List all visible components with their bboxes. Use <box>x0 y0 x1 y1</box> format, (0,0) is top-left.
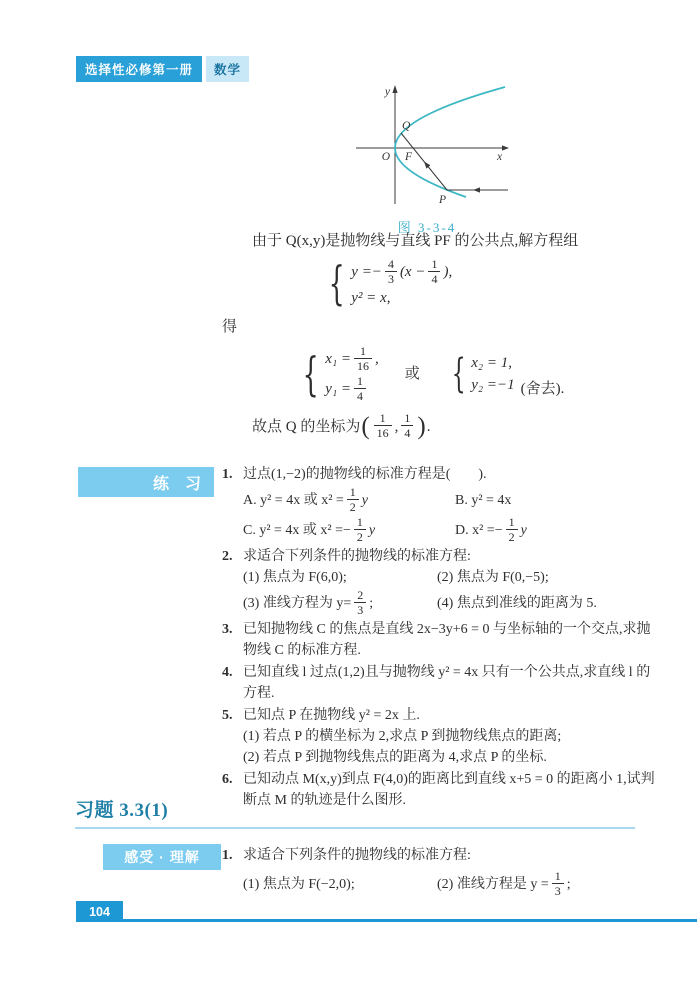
conclusion-text: 故点 Q 的坐标为 <box>252 418 361 435</box>
figure-3-3-4 <box>338 82 516 236</box>
problem-number: 5. <box>222 708 233 723</box>
option-text: y <box>368 522 376 538</box>
denominator: 16 <box>374 425 392 441</box>
denominator: 4 <box>401 425 413 441</box>
problem-number: 3. <box>222 622 233 637</box>
numerator: 1 <box>349 484 356 499</box>
denominator: 3 <box>354 602 366 618</box>
problem-text: 求适合下列条件的抛物线的标准方程: <box>243 549 471 564</box>
equation-line <box>471 352 514 374</box>
right-paren: ) <box>417 413 426 440</box>
problem-number: 6. <box>222 772 233 787</box>
fraction <box>552 870 564 899</box>
eq-segment: y² = x, <box>351 290 391 306</box>
subitem-2: (2) 若点 P 到抛物线焦点的距离为 4,求点 P 的坐标. <box>243 750 547 765</box>
label-point-q: Q <box>401 120 410 132</box>
subitem-4: (4) 焦点到准线的距离为 5. <box>437 595 597 611</box>
fraction <box>354 516 366 545</box>
equation-system-2 <box>296 344 379 404</box>
eq-segment: y₁ = <box>325 381 352 397</box>
label-point-p: P <box>438 194 446 206</box>
subitem-text: ; <box>566 876 571 892</box>
discard-note: (舍去). <box>520 381 565 397</box>
subitem-2 <box>437 870 571 899</box>
feel-understand-badge: 感受 · 理解 <box>103 844 221 870</box>
numerator: 4 <box>387 256 394 271</box>
numerator: 1 <box>360 343 367 358</box>
brace: { <box>302 347 319 401</box>
footer-rule <box>123 919 697 922</box>
option-text: A. y² = 4x 或 x² = <box>243 492 344 508</box>
problem-3 <box>222 619 656 661</box>
fraction <box>354 589 366 618</box>
equation-line <box>351 287 452 309</box>
fraction <box>385 258 397 287</box>
subitem-text: ; <box>369 595 374 611</box>
subitems-row-2 <box>243 588 656 618</box>
option-c <box>243 516 455 545</box>
equation-line <box>325 374 379 404</box>
problem-1 <box>222 464 656 545</box>
denominator: 2 <box>506 529 518 545</box>
solution-intro: 由于 Q(x,y)是抛物线与直线 PF 的公共点,解方程组 <box>252 233 579 249</box>
denominator: 3 <box>552 883 564 899</box>
equation-line <box>351 257 452 287</box>
denominator: 2 <box>347 499 359 515</box>
problem-number: 2. <box>222 549 233 564</box>
option-text: C. y² = 4x 或 x² =− <box>243 522 351 538</box>
practice-badge: 练 习 <box>78 467 214 497</box>
exercise-problem-1 <box>222 845 656 902</box>
solution-conclusion <box>222 412 652 441</box>
comma: , <box>394 418 399 435</box>
eq-segment: y₂ =−1 <box>471 377 515 393</box>
problem-5 <box>222 705 656 768</box>
eq-segment: ), <box>443 264 453 280</box>
parabola-diagram <box>340 82 515 210</box>
numerator: 1 <box>508 514 515 529</box>
fraction <box>374 412 392 441</box>
problem-6 <box>222 769 656 811</box>
numerator: 1 <box>356 514 363 529</box>
fraction <box>506 516 518 545</box>
or-word: 或 <box>404 366 420 382</box>
denominator: 2 <box>354 529 366 545</box>
numerator: 1 <box>554 868 561 883</box>
section-divider <box>75 827 635 829</box>
numerator: 1 <box>379 411 386 425</box>
equation-system-1 <box>322 257 452 309</box>
equation-system-3 <box>446 352 515 396</box>
fraction <box>428 258 440 287</box>
problem-number: 4. <box>222 665 233 680</box>
denominator: 4 <box>428 271 440 287</box>
label-x-axis: x <box>496 151 502 163</box>
brace: { <box>451 351 466 397</box>
subitem-text: (2) 准线方程是 y = <box>437 876 549 892</box>
problem-4 <box>222 662 656 704</box>
numerator: 2 <box>357 587 364 602</box>
exercises-problems <box>222 845 656 903</box>
equation-line <box>471 374 514 396</box>
x-axis-arrow-icon <box>502 145 509 150</box>
left-paren: ( <box>361 413 370 440</box>
figure-caption: 图 3-3-4 <box>397 220 457 235</box>
brace: { <box>328 256 345 310</box>
subitem-3 <box>243 589 437 618</box>
problem-text: 过点(1,−2)的抛物线的标准方程是( ). <box>243 467 487 482</box>
subitem-text: (3) 准线方程为 y= <box>243 595 352 611</box>
option-text: y <box>520 522 527 538</box>
options-row-1 <box>243 485 656 515</box>
eq-segment: x₂ = 1, <box>471 355 512 371</box>
problem-text: 已知动点 M(x,y)到点 F(4,0)的距离比到直线 x+5 = 0 的距离小 1,试判断点 M 的轨迹是什么图形. <box>243 772 655 808</box>
options-row-2 <box>243 515 656 545</box>
subitems-row <box>243 866 656 902</box>
label-origin: O <box>381 151 390 163</box>
eq-segment: , <box>375 351 379 367</box>
option-d <box>455 516 527 545</box>
problem-2 <box>222 546 656 618</box>
numerator: 1 <box>404 411 411 425</box>
subitems-row-1 <box>243 567 656 588</box>
solution-connector: 得 <box>222 319 238 335</box>
exercises-section-title: 习题 3.3(1) <box>75 800 169 821</box>
option-a <box>243 486 455 515</box>
edition-badge: 选择性必修第一册 <box>76 56 202 82</box>
problem-text: 已知抛物线 C 的焦点是直线 2x−3y+6 = 0 与坐标轴的一个交点,求抛物线 C 的标准方程. <box>243 622 651 658</box>
fraction <box>354 375 366 404</box>
problem-number: 1. <box>222 467 233 482</box>
period: . <box>426 418 431 435</box>
parabola-curve <box>395 87 505 197</box>
problem-text: 已知点 P 在抛物线 y² = 2x 上. <box>243 708 420 723</box>
fraction <box>354 345 372 374</box>
eq-segment: (x − <box>399 264 426 280</box>
denominator: 16 <box>354 358 372 374</box>
fraction <box>347 486 359 515</box>
denominator: 4 <box>354 388 366 404</box>
label-focus: F <box>404 151 412 163</box>
subject-badge: 数学 <box>206 56 249 82</box>
page-number: 104 <box>76 901 123 922</box>
eq-segment: y =− <box>351 264 382 280</box>
numerator: 1 <box>357 373 364 388</box>
subitem-1: (1) 焦点为 F(6,0); <box>243 570 347 585</box>
practice-problems <box>222 464 656 812</box>
option-text: y <box>361 492 369 508</box>
subitem-1: (1) 焦点为 F(−2,0); <box>243 876 355 892</box>
problem-number: 1. <box>222 848 233 863</box>
option-text: D. x² =− <box>455 522 503 538</box>
label-y-axis: y <box>384 86 390 98</box>
page-header <box>76 56 249 82</box>
y-axis-arrow-icon <box>392 85 397 93</box>
equation-line <box>325 344 379 374</box>
solution-results-row <box>296 344 652 404</box>
numerator: 1 <box>431 256 438 271</box>
incident-ray-arrow-icon <box>473 187 480 192</box>
problem-text: 已知直线 l 过点(1,2)且与抛物线 y² = 4x 只有一个公共点,求直线 l 的方程. <box>243 665 651 701</box>
subitem-1: (1) 若点 P 的横坐标为 2,求点 P 到抛物线焦点的距离; <box>243 729 562 744</box>
denominator: 3 <box>385 271 397 287</box>
worked-solution <box>222 230 652 441</box>
subitem-2: (2) 焦点为 F(0,−5); <box>437 570 549 585</box>
fraction <box>401 412 413 441</box>
eq-segment: x₁ = <box>325 351 352 367</box>
option-b: B. y² = 4x <box>455 492 512 508</box>
problem-text: 求适合下列条件的抛物线的标准方程: <box>243 848 471 863</box>
